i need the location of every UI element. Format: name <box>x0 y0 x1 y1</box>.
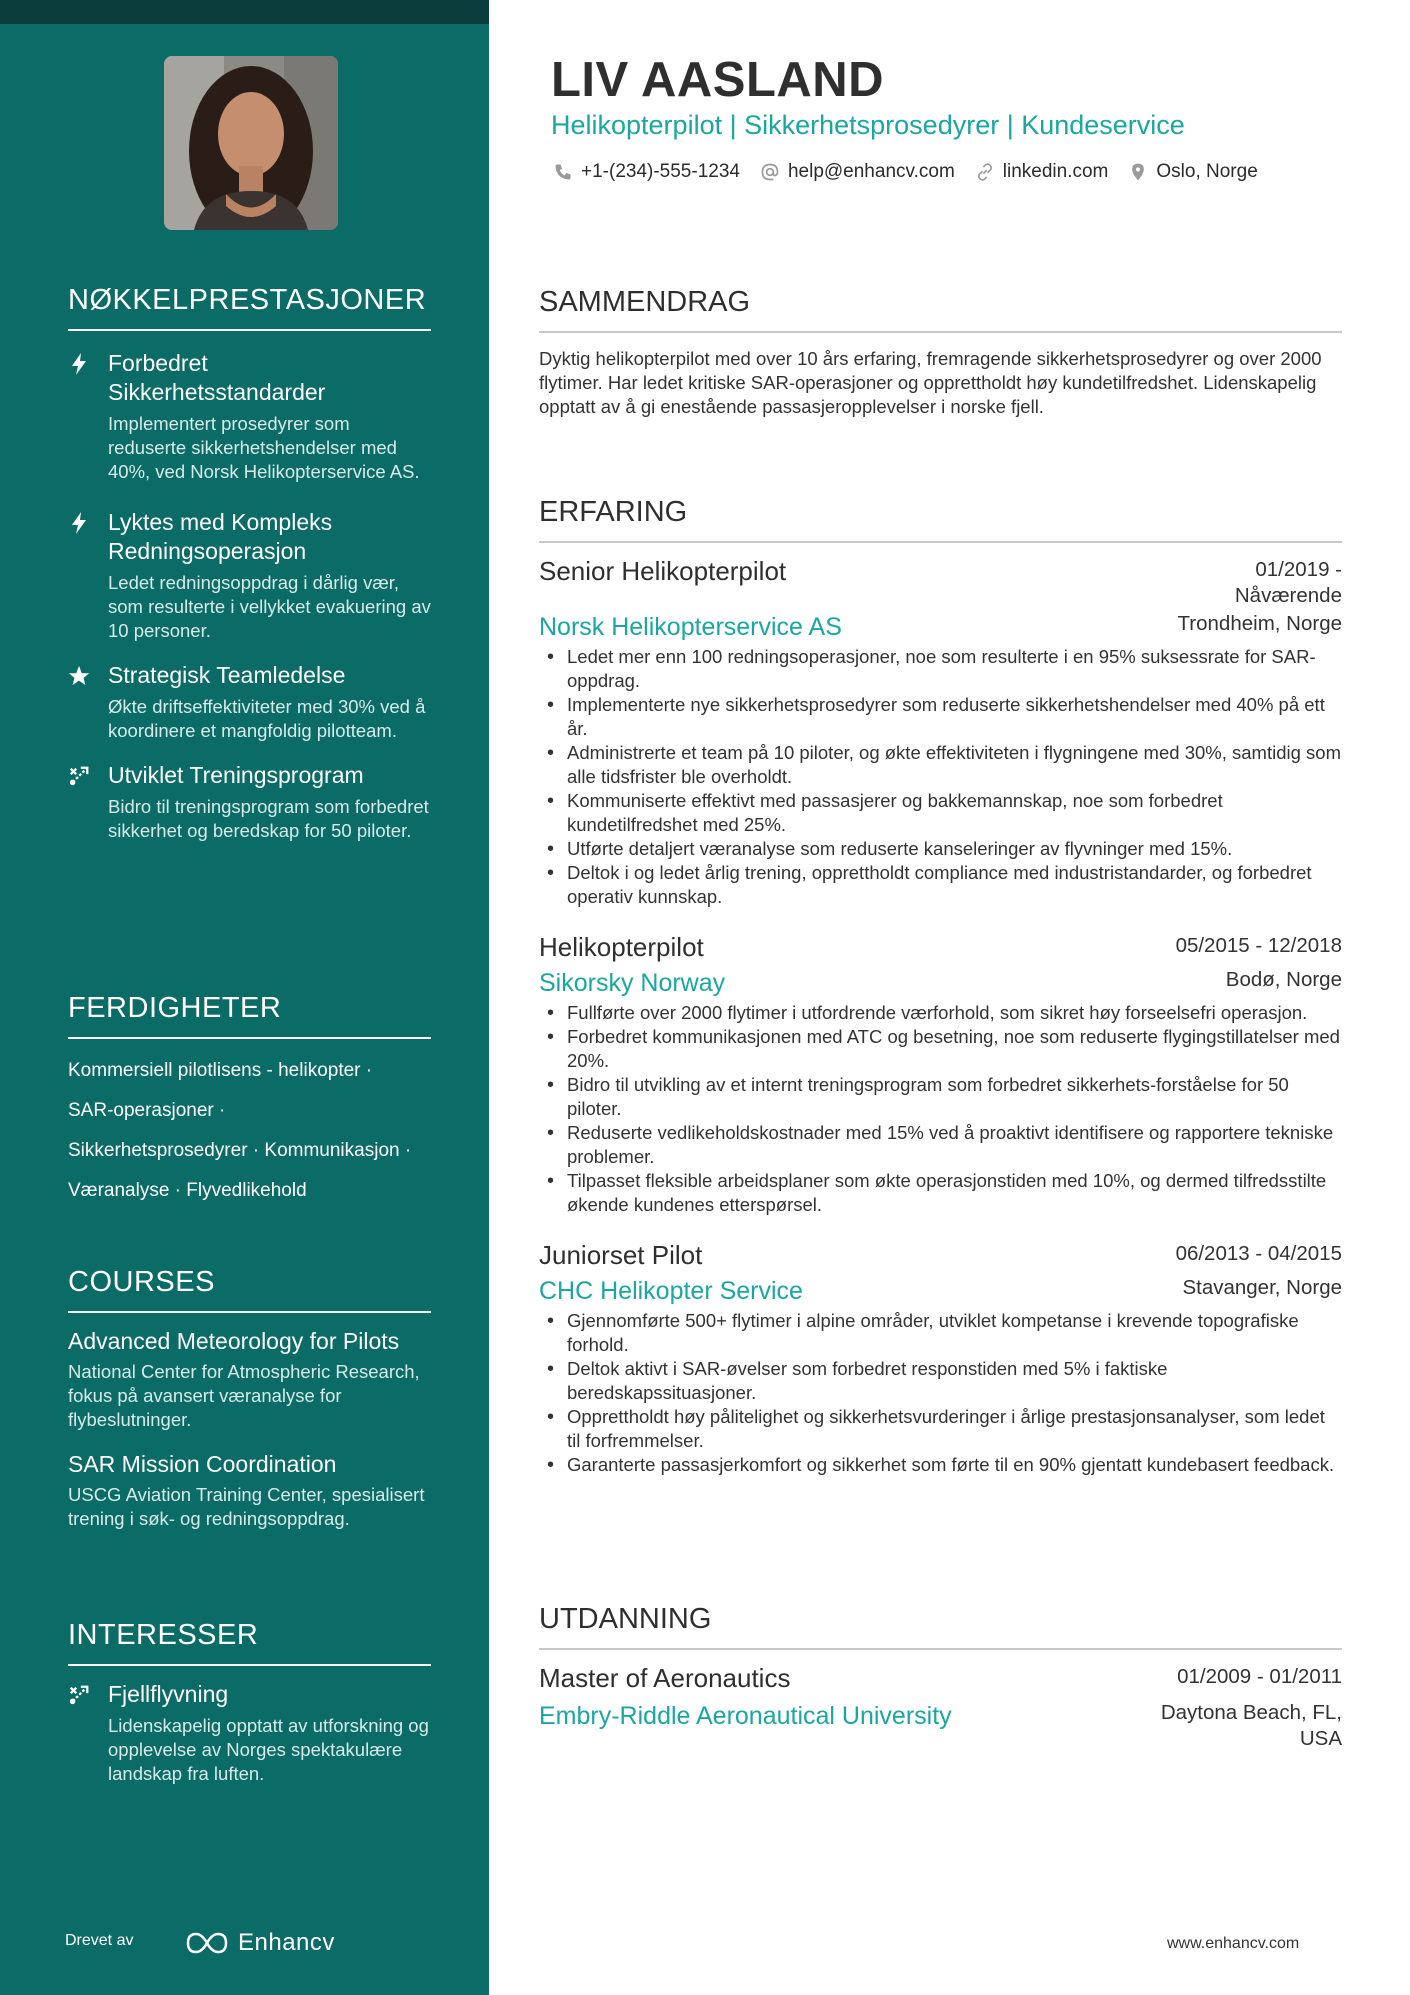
location-contact <box>1128 161 1257 183</box>
skills-line: Kommersiell pilotlisens - helikopter · <box>68 1060 373 1081</box>
job-title: Juniorset Pilot <box>539 1240 703 1270</box>
achievement-item <box>68 761 431 843</box>
course-item <box>68 1450 431 1531</box>
phone-icon <box>553 162 573 182</box>
course-item <box>68 1327 431 1432</box>
achievements-section <box>68 284 431 843</box>
job-bullet: • Ledet mer enn 100 redningsoperasjoner, noe som resulterte i en 95% suksessrate for SAR-oppdrag. <box>539 645 1342 693</box>
interests-heading: INTERESSER <box>68 1619 431 1666</box>
experience-section <box>539 496 1342 1477</box>
course-title: SAR Mission Coordination <box>68 1451 337 1477</box>
education-section <box>539 1603 1342 1752</box>
job-bullets <box>539 1309 1342 1477</box>
achievements-heading: NØKKELPRESTASJONER <box>68 284 431 331</box>
job-bullet: • Bidro til utvikling av et internt treningsprogram som forbedret sikkerhets-forståelse for 50 piloter. <box>539 1073 1342 1121</box>
achievement-title: Forbedret Sikkerhetsstandarder <box>108 350 326 405</box>
job-location: Trondheim, Norge <box>1177 612 1342 635</box>
achievement-title: Lyktes med Kompleks Redningsoperasjon <box>108 509 333 564</box>
job-bullet: • Kommuniserte effektivt med passasjerer og bakkemannskap, noe som forbedret kundetilfredshet med 25%. <box>539 789 1342 837</box>
job-entry <box>539 931 1342 1217</box>
job-bullet: • Deltok i og ledet årlig trening, opprettholdt compliance med industristandarder, og forbedret operativ kunnskap. <box>539 861 1342 909</box>
summary-heading: SAMMENDRAG <box>539 286 1342 333</box>
profile-photo <box>164 56 338 230</box>
contact-bar <box>553 161 1258 183</box>
star-icon <box>68 664 90 688</box>
skills-heading: FERDIGHETER <box>68 992 431 1039</box>
course-desc: National Center for Atmospheric Research, fokus på avansert væranalyse for flybeslutninger. <box>68 1361 420 1430</box>
sidebar-top-band <box>0 0 489 24</box>
job-bullet: • Implementerte nye sikkerhetsprosedyrer som reduserte sikkerhetshendelser med 40% på ett år. <box>539 693 1342 741</box>
education-location: Daytona Beach, FL, USA <box>1160 1701 1342 1750</box>
job-date: 01/2019 - Nåværende <box>1234 558 1342 607</box>
job-bullets <box>539 645 1342 909</box>
interest-desc: Lidenskapelig opptatt av utforskning og opplevelse av Norges spektakulære landskap fra luften. <box>108 1715 429 1784</box>
email-contact[interactable] <box>760 161 955 183</box>
courses-heading: COURSES <box>68 1266 431 1313</box>
summary-section <box>539 286 1342 419</box>
achievement-desc: Økte driftseffektiviteter med 30% ved å koordinere et mangfoldig pilotteam. <box>108 696 426 741</box>
achievement-title: Utviklet Treningsprogram <box>108 762 364 788</box>
achievement-desc: Bidro til treningsprogram som forbedret sikkerhet og beredskap for 50 piloter. <box>108 796 429 841</box>
job-bullet: • Administrerte et team på 10 piloter, og økte effektiviteten i flygningene med 30%, samtidig som alle tidsfrister ble overholdt. <box>539 741 1342 789</box>
job-title: Senior Helikopterpilot <box>539 556 787 586</box>
location-text: Oslo, Norge <box>1156 161 1258 182</box>
skills-line: SAR-operasjoner · <box>68 1100 226 1121</box>
interests-section <box>68 1619 431 1786</box>
headline: Helikopterpilot | Sikkerhetsprosedyrer | Kundeservice <box>551 110 1185 140</box>
course-desc: USCG Aviation Training Center, spesialisert trening i søk- og redningsoppdrag. <box>68 1484 425 1529</box>
skills-line: Sikkerhetsprosedyrer · Kommunikasjon · <box>68 1140 412 1161</box>
bolt-icon <box>68 352 90 376</box>
job-date: 06/2013 - 04/2015 <box>1175 1242 1342 1265</box>
achievement-title: Strategisk Teamledelse <box>108 662 346 688</box>
education-date: 01/2009 - 01/2011 <box>1177 1665 1342 1688</box>
job-company: Sikorsky Norway <box>539 969 726 997</box>
route-icon <box>68 764 90 788</box>
course-title: Advanced Meteorology for Pilots <box>68 1328 400 1354</box>
link-icon <box>975 162 995 182</box>
phone-contact[interactable] <box>553 161 740 183</box>
skills-line: Væranalyse · Flyvedlikehold <box>68 1180 307 1201</box>
email-text: help@enhancv.com <box>787 161 955 182</box>
education-school: Embry-Riddle Aeronautical University <box>539 1702 952 1730</box>
job-location: Stavanger, Norge <box>1182 1276 1342 1299</box>
linkedin-text: linkedin.com <box>1002 161 1109 182</box>
experience-heading: ERFARING <box>539 496 1342 543</box>
enhancv-logo[interactable] <box>184 1928 335 1958</box>
courses-section <box>68 1266 431 1531</box>
job-title: Helikopterpilot <box>539 932 704 962</box>
achievement-desc: Implementert prosedyrer som reduserte sikkerhetshendelser med 40%, ved Norsk Helikopterservice AS. <box>108 413 420 482</box>
at-icon <box>760 162 780 182</box>
phone-text: +1-(234)-555-1234 <box>581 161 740 182</box>
job-bullets <box>539 1001 1342 1217</box>
education-degree: Master of Aeronautics <box>539 1663 791 1693</box>
education-heading: UTDANNING <box>539 1603 1342 1650</box>
summary-text: Dyktig helikopterpilot med over 10 års erfaring, fremragende sikkerhetsprosedyrer og over 2000 flytimer. Har ledet kritiske SAR-operasjoner og opprettholdt høy kundetilfredshet. Lidenskapelig opptatt av å gi enestående passasjeropplevelser i norske fjell. <box>539 348 1322 417</box>
achievement-desc: Ledet redningsoppdrag i dårlig vær, som resulterte i vellykket evakuering av 10 personer. <box>108 572 431 641</box>
linkedin-contact[interactable] <box>975 161 1109 183</box>
candidate-name: LIV AASLAND <box>551 53 885 107</box>
powered-by-label: Drevet av <box>65 1932 134 1949</box>
bolt-icon <box>68 511 90 535</box>
sidebar <box>0 0 489 1995</box>
job-bullet: • Garanterte passasjerkomfort og sikkerhet som førte til en 90% gjentatt kundebasert feedback. <box>539 1453 1342 1477</box>
job-company: CHC Helikopter Service <box>539 1277 803 1305</box>
interest-title: Fjellflyvning <box>108 1681 229 1707</box>
achievement-item <box>68 661 431 743</box>
job-date: 05/2015 - 12/2018 <box>1175 934 1342 957</box>
job-entry <box>539 555 1342 909</box>
location-pin-icon <box>1128 162 1148 182</box>
job-bullet: • Forbedret kommunikasjonen med ATC og besetning, noe som reduserte flygingstillatelser med 20%. <box>539 1025 1342 1073</box>
achievement-item <box>68 508 431 643</box>
enhancv-brand-text: Enhancv <box>238 1929 335 1956</box>
job-bullet: • Fullførte over 2000 flytimer i utfordrende værforhold, som sikret høy forseelsefri operasjon. <box>539 1001 1342 1025</box>
education-entry <box>539 1662 1342 1752</box>
job-location: Bodø, Norge <box>1225 968 1342 991</box>
job-bullet: • Utførte detaljert væranalyse som reduserte kanseleringer av flyvninger med 15%. <box>539 837 1342 861</box>
job-bullet: • Deltok aktivt i SAR-øvelser som forbedret responstiden med 5% i faktiske beredskapssituasjoner. <box>539 1357 1342 1405</box>
route-icon <box>68 1683 90 1707</box>
job-bullet: • Tilpasset fleksible arbeidsplaner som økte operasjonstiden med 10%, og dermed tilfredsstilte økende kundenes etterspørsel. <box>539 1169 1342 1217</box>
enhancv-logo-icon <box>184 1931 230 1955</box>
job-bullet: • Reduserte vedlikeholdskostnader med 15% ved å proaktivt identifisere og rapportere tekniske problemer. <box>539 1121 1342 1169</box>
skills-section <box>68 992 431 1219</box>
footer-url[interactable]: www.enhancv.com <box>1167 1935 1300 1952</box>
job-bullet: • Gjennomførte 500+ flytimer i alpine områder, utviklet kompetanse i krevende topografiske forhold. <box>539 1309 1342 1357</box>
job-bullet: • Opprettholdt høy pålitelighet og sikkerhetsvurderinger i årlige prestasjonsanalyser, som ledet til forfremmelser. <box>539 1405 1342 1453</box>
job-company: Norsk Helikopterservice AS <box>539 613 842 641</box>
job-entry <box>539 1239 1342 1477</box>
interest-item <box>68 1680 431 1786</box>
achievement-item <box>68 349 431 484</box>
